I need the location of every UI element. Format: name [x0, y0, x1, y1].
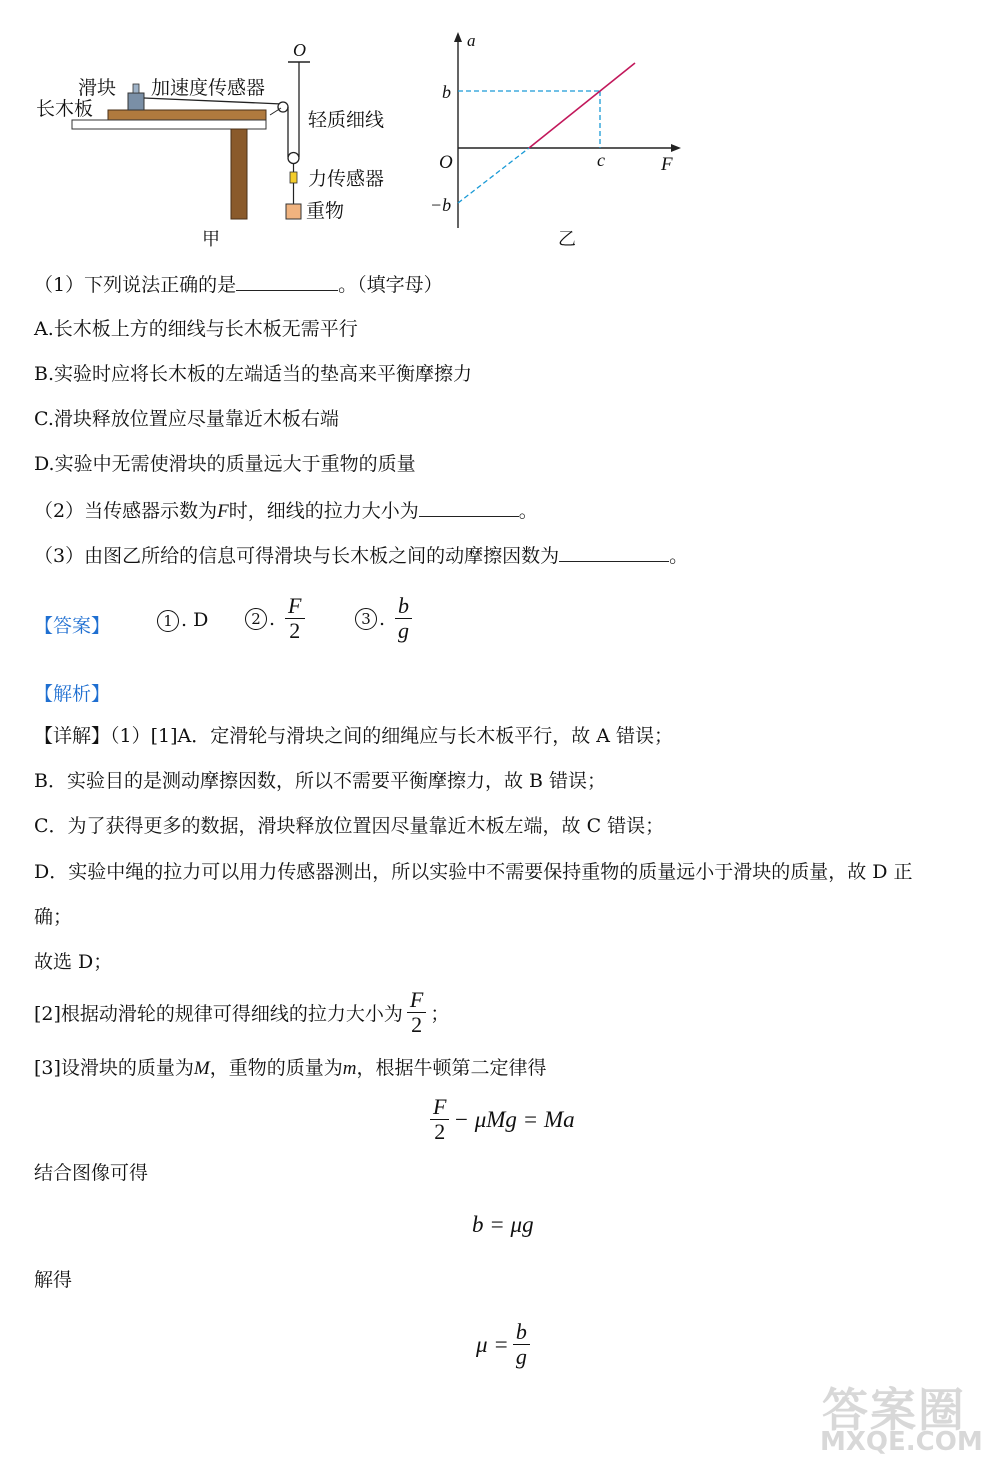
detail-p6-text: [2]根据动滑轮的规律可得细线的拉力大小为 — [34, 1003, 403, 1025]
detail-p9: 解得 — [34, 1269, 73, 1291]
force-sensor — [290, 172, 297, 183]
circled-number-3: 3 — [355, 608, 377, 630]
a-f-graph — [425, 28, 695, 253]
detail-p4a: D．实验中绳的拉力可以用力传感器测出，所以实验中不需要保持重物的质量远小于滑块的质量，故 D 正 — [34, 861, 913, 883]
answer-2-fraction — [285, 594, 304, 643]
var-small-m: m — [342, 1058, 357, 1079]
table-leg — [231, 129, 247, 219]
answer-3-dot: . — [379, 607, 386, 630]
detail-p7-c: ，根据牛顿第二定律得 — [356, 1057, 547, 1079]
var-big-m: M — [193, 1058, 210, 1079]
detail-p1 — [34, 724, 673, 748]
answer-2 — [245, 594, 305, 643]
weight-block — [286, 204, 301, 219]
fraction-denominator: g — [515, 1344, 527, 1369]
fraction-numerator: b — [513, 1320, 530, 1345]
detail-p6 — [34, 988, 449, 1037]
label-board: 长木板 — [36, 98, 94, 120]
detail-label: 【详解】 — [34, 725, 111, 747]
circled-number-1: 1 — [157, 610, 179, 632]
detail-p7-a: [3]设滑块的质量为 — [34, 1057, 194, 1079]
label-force-sensor: 力传感器 — [308, 168, 385, 190]
fraction-denominator: 2 — [411, 1012, 423, 1037]
answer-1 — [157, 609, 208, 632]
accel-sensor-box — [133, 84, 139, 93]
answer-3 — [355, 594, 412, 643]
eq3-lhs: μ = — [476, 1331, 509, 1357]
slider-block — [128, 93, 144, 110]
fraction-denominator: 2 — [289, 618, 301, 643]
option-b: B.实验时应将长木板的左端适当的垫高来平衡摩擦力 — [34, 363, 473, 385]
question-3-tail: 。 — [669, 545, 689, 567]
caption-yi: 乙 — [558, 229, 576, 250]
apparatus-figure — [30, 40, 420, 255]
label-weight: 重物 — [306, 200, 345, 222]
fraction-numerator: b — [395, 594, 412, 619]
detail-p7 — [34, 1056, 547, 1081]
dashed-extension — [458, 148, 529, 203]
label-origin: O — [439, 152, 453, 173]
detail-p6-tail: ； — [430, 1003, 450, 1025]
question-2-pre: （2）当传感器示数为 — [34, 500, 218, 522]
answer-blank-1 — [236, 272, 338, 291]
fraction-denominator: 2 — [434, 1119, 446, 1144]
option-a: A.长木板上方的细线与长木板无需平行 — [34, 318, 358, 340]
fraction-denominator: g — [398, 618, 410, 643]
answer-blank-2 — [419, 498, 519, 517]
watermark-site: MXQE.COM — [820, 1427, 983, 1457]
long-board — [108, 110, 266, 120]
question-1-text: （1）下列说法正确的是 — [34, 274, 237, 296]
question-1-tail: 。（填字母） — [338, 274, 443, 296]
movable-pulley — [288, 153, 299, 164]
equation-newton — [430, 1095, 575, 1144]
eq1-fraction — [430, 1095, 449, 1144]
question-2-post: 时，细线的拉力大小为 — [228, 500, 419, 522]
analysis-label: 【解析】 — [34, 683, 111, 705]
label-accel-sensor: 加速度传感器 — [151, 77, 266, 99]
detail-p3: C．为了获得更多的数据，滑块释放位置因尽量靠近木板左端，故 C 错误； — [34, 815, 665, 837]
equation-b: b = μg — [472, 1212, 534, 1237]
y-axis-arrow — [454, 32, 462, 42]
p6-fraction — [407, 988, 426, 1037]
question-2-var: F — [217, 501, 229, 522]
label-a-axis: a — [467, 31, 476, 50]
question-1 — [34, 272, 443, 297]
eq1-rest: − μMg = Ma — [453, 1106, 575, 1132]
detail-p1-text: （1）[1]A．定滑轮与滑块之间的细绳应与长木板平行，故 A 错误； — [110, 725, 674, 747]
label-b: b — [442, 82, 451, 102]
detail-p4b: 确； — [34, 906, 73, 928]
question-2-tail: 。 — [518, 500, 538, 522]
watermark-logo: 答案圈 — [822, 1383, 966, 1437]
detail-p5: 故选 D； — [34, 951, 113, 973]
option-d: D.实验中无需使滑块的质量远大于重物的质量 — [34, 453, 416, 475]
answer-blank-3 — [559, 543, 669, 562]
fraction-numerator: F — [285, 594, 304, 619]
label-slider: 滑块 — [78, 77, 117, 99]
label-o: O — [293, 40, 306, 60]
fraction-numerator: F — [407, 988, 426, 1013]
detail-p2: B．实验目的是测动摩擦因数，所以不需要平衡摩擦力，故 B 错误； — [34, 770, 607, 792]
label-thread: 轻质细线 — [308, 109, 385, 131]
answer-3-fraction — [395, 594, 412, 643]
fraction-numerator: F — [430, 1095, 449, 1120]
question-3-text: （3）由图乙所给的信息可得滑块与长木板之间的动摩擦因数为 — [34, 545, 560, 567]
table-top — [72, 120, 266, 129]
detail-p7-b: ，重物的质量为 — [209, 1057, 343, 1079]
option-c: C.滑块释放位置应尽量靠近木板右端 — [34, 408, 339, 430]
label-neg-b: −b — [430, 195, 452, 215]
label-f-axis: F — [661, 154, 673, 175]
caption-jia: 甲 — [202, 229, 220, 250]
x-axis-arrow — [671, 144, 681, 152]
eq3-fraction — [513, 1320, 530, 1369]
label-c: c — [597, 150, 605, 170]
equation-mu — [476, 1320, 530, 1369]
answer-1-value: . D — [181, 609, 209, 631]
question-3 — [34, 543, 688, 568]
detail-p8: 结合图像可得 — [34, 1162, 149, 1184]
circled-number-2: 2 — [245, 608, 267, 630]
answer-label: 【答案】 — [34, 615, 111, 637]
fixed-pulley — [278, 102, 288, 112]
answer-2-dot: . — [269, 607, 276, 630]
a-f-line — [529, 63, 635, 148]
question-2 — [34, 498, 538, 524]
